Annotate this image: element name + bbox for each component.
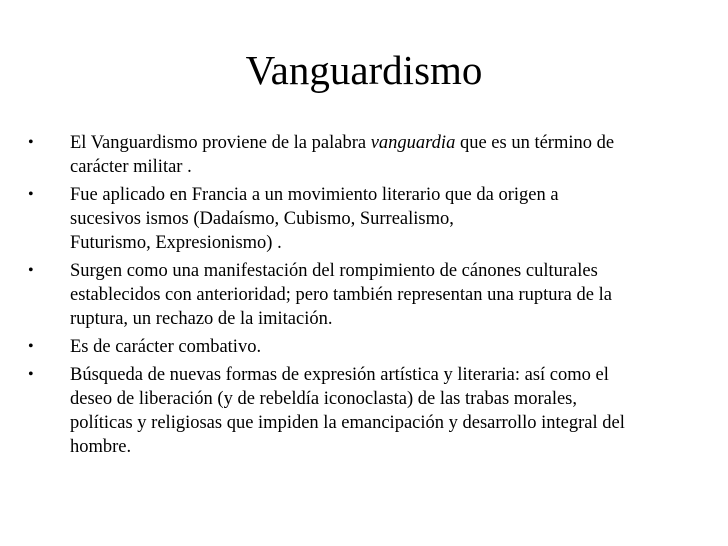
bullet-line: Fue aplicado en Francia a un movimiento literario que da origen a — [70, 185, 559, 205]
bullet-line: carácter militar . — [70, 157, 192, 177]
bullet-line: deseo de liberación (y de rebeldía iconoclasta) de las trabas morales, — [70, 389, 577, 409]
bullet-line: hombre. — [70, 437, 132, 457]
bullet-line: Búsqueda de nuevas formas de expresión artística y literaria: así como el — [70, 365, 609, 385]
bullet-icon: • — [28, 186, 34, 203]
bullet-line: Es de carácter combativo. — [70, 337, 262, 357]
bullet-line: ruptura, un rechazo de la imitación. — [70, 309, 333, 329]
bullet-line — [70, 131, 698, 155]
bullet-line: establecidos con anterioridad; pero también representan una ruptura de la — [70, 285, 612, 305]
bullet-item — [28, 259, 698, 331]
text-run: que es un término de — [455, 133, 615, 153]
bullet-icon: • — [28, 262, 34, 279]
bullet-item — [28, 183, 698, 255]
bullet-item — [28, 363, 698, 459]
bullet-list — [28, 131, 698, 463]
bullet-item — [28, 131, 698, 179]
bullet-item — [28, 335, 698, 359]
bullet-line: sucesivos ismos (Dadaísmo, Cubismo, Surrealismo, — [70, 209, 454, 229]
bullet-line: políticas y religiosas que impiden la emancipación y desarrollo integral del — [70, 413, 625, 433]
bullet-line: Futurismo, Expresionismo) . — [70, 233, 282, 253]
text-run: El Vanguardismo proviene de la palabra — [70, 133, 371, 153]
italic-term: vanguardia — [370, 133, 456, 153]
bullet-icon: • — [28, 366, 34, 383]
bullet-icon: • — [28, 338, 34, 355]
bullet-line: Surgen como una manifestación del rompimiento de cánones culturales — [70, 261, 598, 281]
bullet-icon: • — [28, 134, 34, 151]
slide-title: Vanguardismo — [245, 47, 483, 93]
